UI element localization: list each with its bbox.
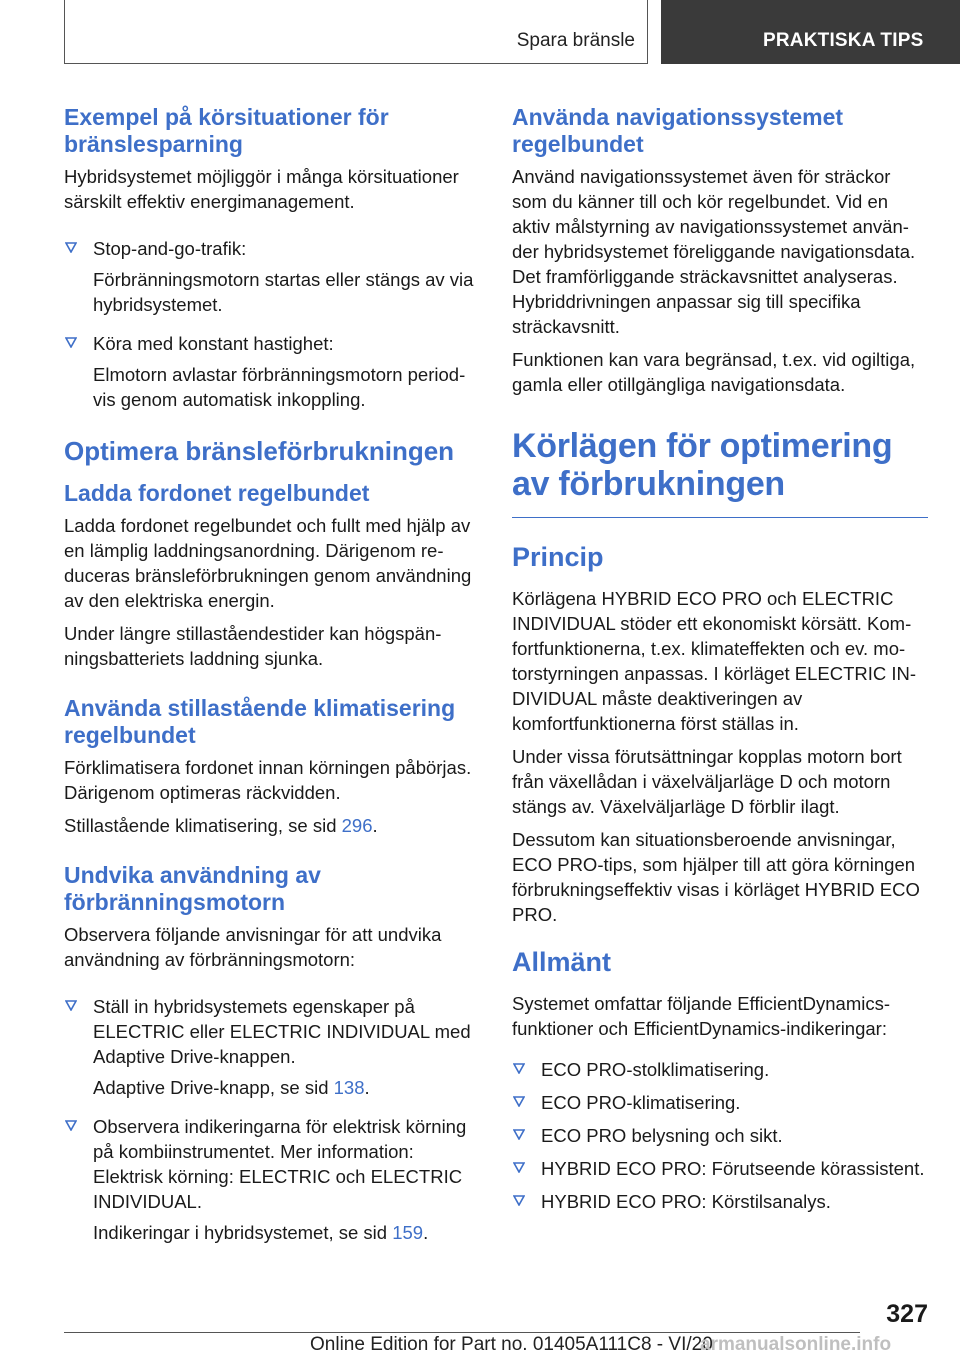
list-item-label: Stop-and-go-trafik: (93, 238, 247, 259)
section-title-principle: Princip (512, 542, 604, 572)
left-column (64, 104, 480, 1253)
list-item-reference: Indikeringar i hybridsystemet, se sid 159. (93, 1222, 429, 1243)
paragraph: Under längre stillaståendestider kan högspänningsbatteriets laddning sjunka. (64, 623, 442, 669)
list-item-text: ECO PRO belysning och sikt. (541, 1125, 783, 1146)
page-link[interactable]: 296 (341, 815, 373, 836)
list-item (64, 994, 480, 1100)
list-item-reference: Adaptive Drive-knapp, se sid 138. (93, 1077, 370, 1098)
section-title-optimize: Optimera bränsleförbrukningen (64, 436, 455, 466)
header-frame (64, 0, 648, 64)
paragraph-reference: Stillastående klimatisering, se sid 296. (64, 815, 378, 836)
triangle-bullet-icon (513, 1129, 525, 1140)
triangle-bullet-icon (513, 1162, 525, 1173)
chapter-rule (512, 517, 928, 518)
triangle-bullet-icon (65, 1120, 77, 1131)
list-item (64, 236, 480, 317)
bullet-list (64, 994, 480, 1245)
list-item-text: Observera indikeringarna för elektrisk körning på kombiinstrumentet. Mer information: Elektrisk körning: ELECTRIC och ELECTRIC INDIVIDUAL. (93, 1116, 467, 1212)
triangle-bullet-icon (513, 1195, 525, 1206)
triangle-bullet-icon (513, 1096, 525, 1107)
header-section-title: Spara bränsle (516, 30, 635, 51)
section-title-climate: Använda stillastående klimatisering regelbundet (64, 695, 456, 748)
page-number: 327 (886, 1300, 928, 1328)
list-item-text: Elmotorn avlastar förbränningsmotorn periodvis genom automatisk inkoppling. (93, 364, 466, 410)
list-item-label: Köra med konstant hastighet: (93, 333, 334, 354)
paragraph: Hybridsystemet möjliggör i många körsituationer särskilt effektiv energimanagement. (64, 166, 459, 212)
paragraph: Funktionen kan vara begränsad, t.ex. vid ogiltiga, gamla eller otillgängliga navigationsdata. (512, 349, 916, 395)
paragraph: Systemet omfattar följande EfficientDynamics-funktioner och EfficientDynamics-indikeringar: (512, 993, 891, 1039)
list-item-text: ECO PRO-stolklimatisering. (541, 1059, 770, 1080)
list-item (512, 1189, 928, 1214)
paragraph: Körlägena HYBRID ECO PRO och ELECTRIC INDIVIDUAL stöder ett ekonomiskt körsätt. Komfortfunktionerna, t.ex. klimateffekten och ev. motorstyrningen anpassas. I körläget ELECTRIC INDIVIDUAL måste deaktiveringen av komfortfunktionerna först ställas in. (512, 588, 917, 734)
list-item (512, 1156, 928, 1181)
page-link[interactable]: 159 (392, 1222, 424, 1243)
triangle-bullet-icon (65, 337, 77, 348)
list-item (64, 1114, 480, 1245)
triangle-bullet-icon (65, 1000, 77, 1011)
paragraph: Observera följande anvisningar för att undvika användning av förbränningsmotorn: (64, 924, 442, 970)
right-column (512, 104, 928, 1222)
paragraph: Ladda fordonet regelbundet och fullt med hjälp av en lämplig laddningsanordning. Därigenom reduceras bränsleförbrukningen genom användning av den elektriska energin. (64, 515, 472, 611)
triangle-bullet-icon (65, 242, 77, 253)
list-item-text: HYBRID ECO PRO: Körstilsanalys. (541, 1191, 831, 1212)
section-title-general: Allmänt (512, 947, 612, 977)
list-item-text: Förbränningsmotorn startas eller stängs av via hybridsystemet. (93, 269, 474, 315)
watermark: armanualsonline.info (700, 1334, 892, 1355)
section-title-avoid-engine: Undvika användning av förbränningsmotorn (64, 862, 321, 915)
page-link[interactable]: 138 (333, 1077, 365, 1098)
footer-edition: Online Edition for Part no. 01405A111C8 - VI/20 (310, 1334, 713, 1355)
triangle-bullet-icon (513, 1063, 525, 1074)
list-item-text: ECO PRO-klimatisering. (541, 1092, 741, 1113)
list-item (512, 1090, 928, 1115)
list-item-text: Ställ in hybridsystemets egenskaper på ELECTRIC eller ELECTRIC INDIVIDUAL med Adaptive Drive-knappen. (93, 996, 471, 1067)
list-item (64, 331, 480, 412)
section-title-navigation: Använda navigationssystemet regelbundet (512, 104, 844, 157)
bullet-list (512, 1057, 928, 1214)
chapter-title: Körlägen för optimering av förbrukningen (512, 427, 893, 503)
section-title-examples: Exempel på körsituationer för bränslesparning (64, 104, 389, 157)
list-item-text: HYBRID ECO PRO: Förutseende körassistent. (541, 1158, 925, 1179)
paragraph: Under vissa förutsättningar kopplas motorn bort från växellådan i växelväljarläge D och motorn stängs av. Växelväljarläge D förblir ilagt. (512, 746, 902, 817)
paragraph: Förklimatisera fordonet innan körningen påbörjas. Därigenom optimeras räckvidden. (64, 757, 472, 803)
list-item (512, 1123, 928, 1148)
header-chapter-tab: PRAKTISKA TIPS (661, 0, 960, 64)
paragraph: Dessutom kan situationsberoende anvisningar, ECO PRO-tips, som hjälper till att göra körningen förbrukningseffektiv visas i körläget HYBRID ECO PRO. (512, 829, 920, 925)
paragraph: Använd navigationssystemet även för sträckor som du känner till och kör regelbundet. Vid en aktiv målstyrning av navigationssystemet använder hybridsystemet föreliggande navigationsdata. Det framförliggande sträckavsnittet analyseras. Hybriddrivningen anpassar sig till specifika sträckavsnitt. (512, 166, 916, 337)
footer-divider (64, 1332, 860, 1333)
bullet-list (64, 236, 480, 412)
section-title-charge: Ladda fordonet regelbundet (64, 480, 370, 506)
list-item (512, 1057, 928, 1082)
